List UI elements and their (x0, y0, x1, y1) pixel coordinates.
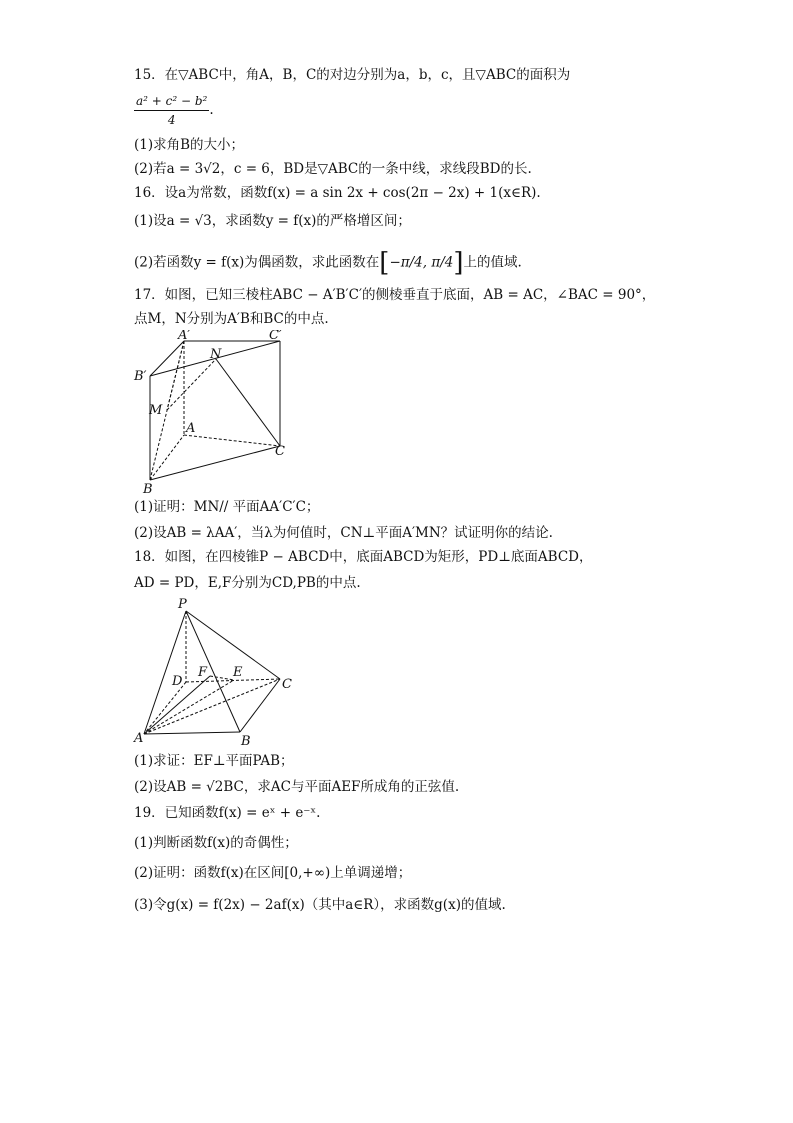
q15-area-fraction (134, 92, 209, 129)
q15-fraction-denominator: 4 (167, 113, 176, 127)
q18-stem-line1: 18．如图，在四棱锥P − ABCD中，底面ABCD为矩形，PD⊥底面ABCD， (134, 549, 593, 565)
q16-part2 (134, 250, 522, 276)
q17-label-B: B (143, 482, 153, 497)
q17-label-N: N (210, 347, 222, 362)
q18-label-F: F (198, 665, 208, 680)
q18-label-E: E (233, 665, 243, 680)
q15-fraction-numerator: a² + c² − b² (134, 92, 209, 111)
q18-stem-line2: AD = PD，E,F分别为CD,PB的中点. (134, 575, 361, 591)
q17-part2: (2)设AB = λAA′，当λ为何值时，CN⊥平面A′MN？试证明你的结论. (134, 525, 553, 541)
q15-part2: (2)若a = 3√2，c = 6，BD是▽ABC的一条中线，求线段BD的长. (134, 161, 532, 177)
q19-part2: (2)证明：函数f(x)在区间[0,+∞)上单调递增； (134, 865, 412, 881)
q17-part1: (1)证明：MN// 平面AA′C′C； (134, 499, 320, 515)
q16-interval: −π/4, π/4 (389, 254, 454, 271)
q15-stem: 15．在▽ABC中，角A，B，C的对边分别为a，b，c，且▽ABC的面积为 (134, 67, 571, 83)
q15-part1: (1)求角B的大小； (134, 137, 245, 153)
q18-part2: (2)设AB = √2BC，求AC与平面AEF所成角的正弦值. (134, 779, 460, 795)
q16-stem: 16．设a为常数，函数f(x) = a sin 2x + cos(2π − 2x) + 1(x∈R). (134, 185, 541, 201)
q17-label-M: M (149, 403, 163, 418)
q17-prism-figure (130, 330, 300, 500)
q16-part2-pre: (2)若函数y = f(x)为偶函数，求此函数在 (134, 254, 380, 271)
q18-part1: (1)求证：EF⊥平面PAB； (134, 753, 294, 769)
q18-label-B: B (241, 734, 251, 749)
right-bracket-glyph: ] (453, 248, 464, 278)
q17-label-C: C (275, 444, 285, 459)
q17-label-A: A (186, 421, 196, 436)
q18-label-D: D (172, 674, 183, 689)
q15-fraction-tail: . (209, 102, 214, 118)
q19-stem: 19．已知函数f(x) = eˣ + e⁻ˣ. (134, 805, 321, 821)
q19-part3: (3)令g(x) = f(2x) − 2af(x)（其中a∈R），求函数g(x)的值域. (134, 897, 506, 913)
q17-stem-line1: 17．如图，已知三棱柱ABC − A′B′C′的侧棱垂直于底面，AB = AC，∠BAC = 90°， (134, 287, 656, 303)
q17-label-B1: B′ (134, 369, 147, 384)
q18-label-A: A (134, 731, 144, 746)
q17-label-A1: A′ (178, 330, 191, 343)
q16-part1: (1)设a = √3，求函数y = f(x)的严格增区间； (134, 213, 411, 229)
q18-pyramid-figure (130, 596, 300, 751)
q18-label-C: C (282, 677, 292, 692)
q17-label-C1: C′ (269, 330, 282, 343)
q16-part2-post: 上的值域. (463, 254, 522, 271)
q18-label-P: P (178, 597, 187, 612)
q17-stem-line2: 点M，N分别为A′B和BC的中点. (134, 311, 329, 327)
q19-part1: (1)判断函数f(x)的奇偶性； (134, 835, 298, 851)
left-bracket-glyph: [ (379, 248, 390, 278)
q15-fraction-line (134, 92, 214, 129)
